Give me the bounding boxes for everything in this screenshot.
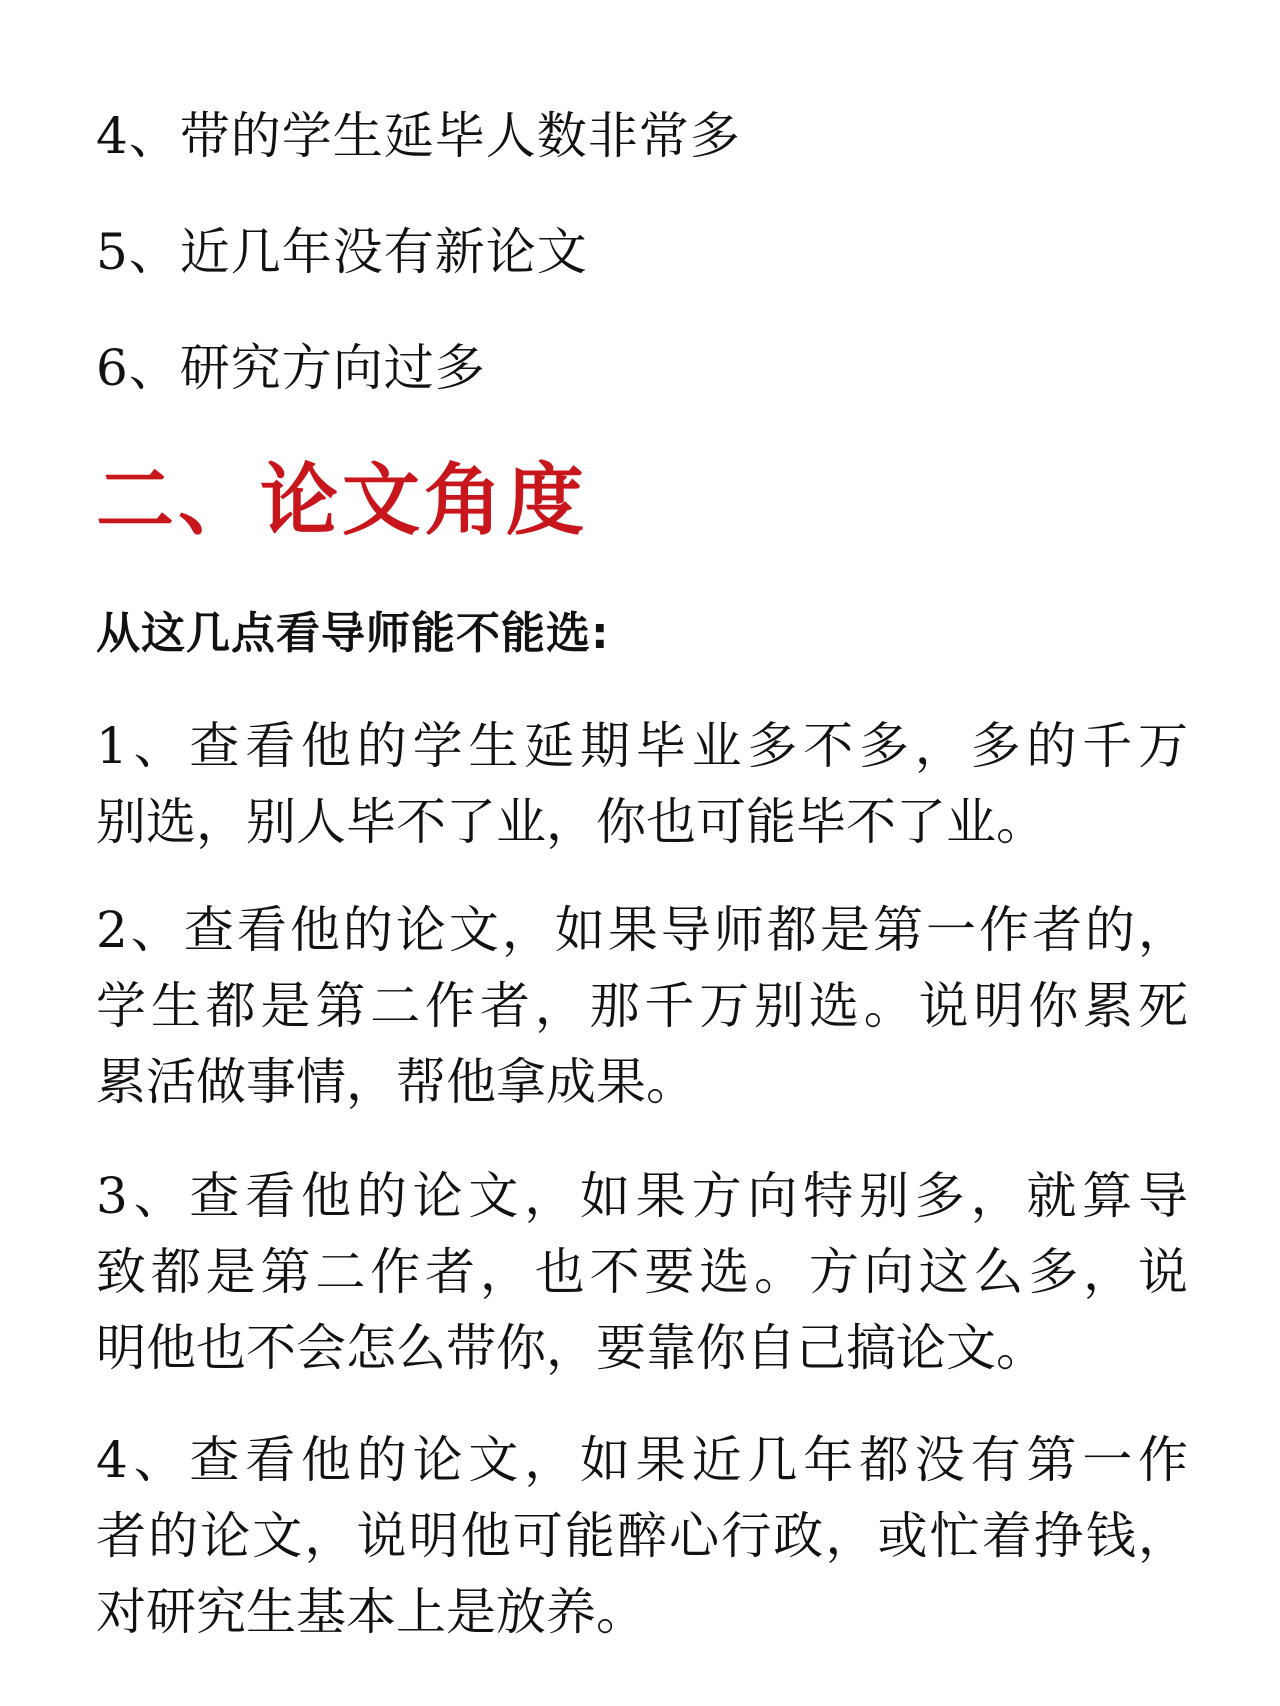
paragraph-line: 者的论文，说明他可能醉心行政，或忙着挣钱，: [96, 1507, 1188, 1565]
paragraph-line: 累活做事情，帮他拿成果。: [96, 1053, 696, 1111]
paragraph-line: 1、查看他的学生延期毕业多不多，多的千万: [96, 717, 1188, 775]
section-subheading: 从这几点看导师能不能选:: [96, 608, 610, 659]
section-heading: 二、论文角度: [96, 456, 589, 546]
paragraph-line: 对研究生基本上是放养。: [96, 1583, 646, 1641]
paragraph-line: 2、查看他的论文，如果导师都是第一作者的，: [96, 901, 1188, 959]
list-item-6: 6、研究方向过多: [96, 339, 486, 397]
list-item-5: 5、近几年没有新论文: [96, 223, 588, 281]
list-item-4: 4、带的学生延毕人数非常多: [96, 107, 741, 165]
paragraph-line: 别选，别人毕不了业，你也可能毕不了业。: [96, 793, 1046, 851]
paragraph-2: [96, 892, 1188, 1120]
paragraph-line: 学生都是第二作者，那千万别选。说明你累死: [96, 977, 1188, 1035]
paragraph-1: [96, 708, 1188, 860]
paragraph-line: 4、查看他的论文，如果近几年都没有第一作: [96, 1431, 1188, 1489]
paragraph-3: [96, 1158, 1188, 1386]
paragraph-line: 明他也不会怎么带你，要靠你自己搞论文。: [96, 1319, 1046, 1377]
paragraph-line: 3、查看他的论文，如果方向特别多，就算导: [96, 1167, 1188, 1225]
paragraph-line: 致都是第二作者，也不要选。方向这么多，说: [96, 1243, 1188, 1301]
paragraph-4: [96, 1422, 1188, 1650]
